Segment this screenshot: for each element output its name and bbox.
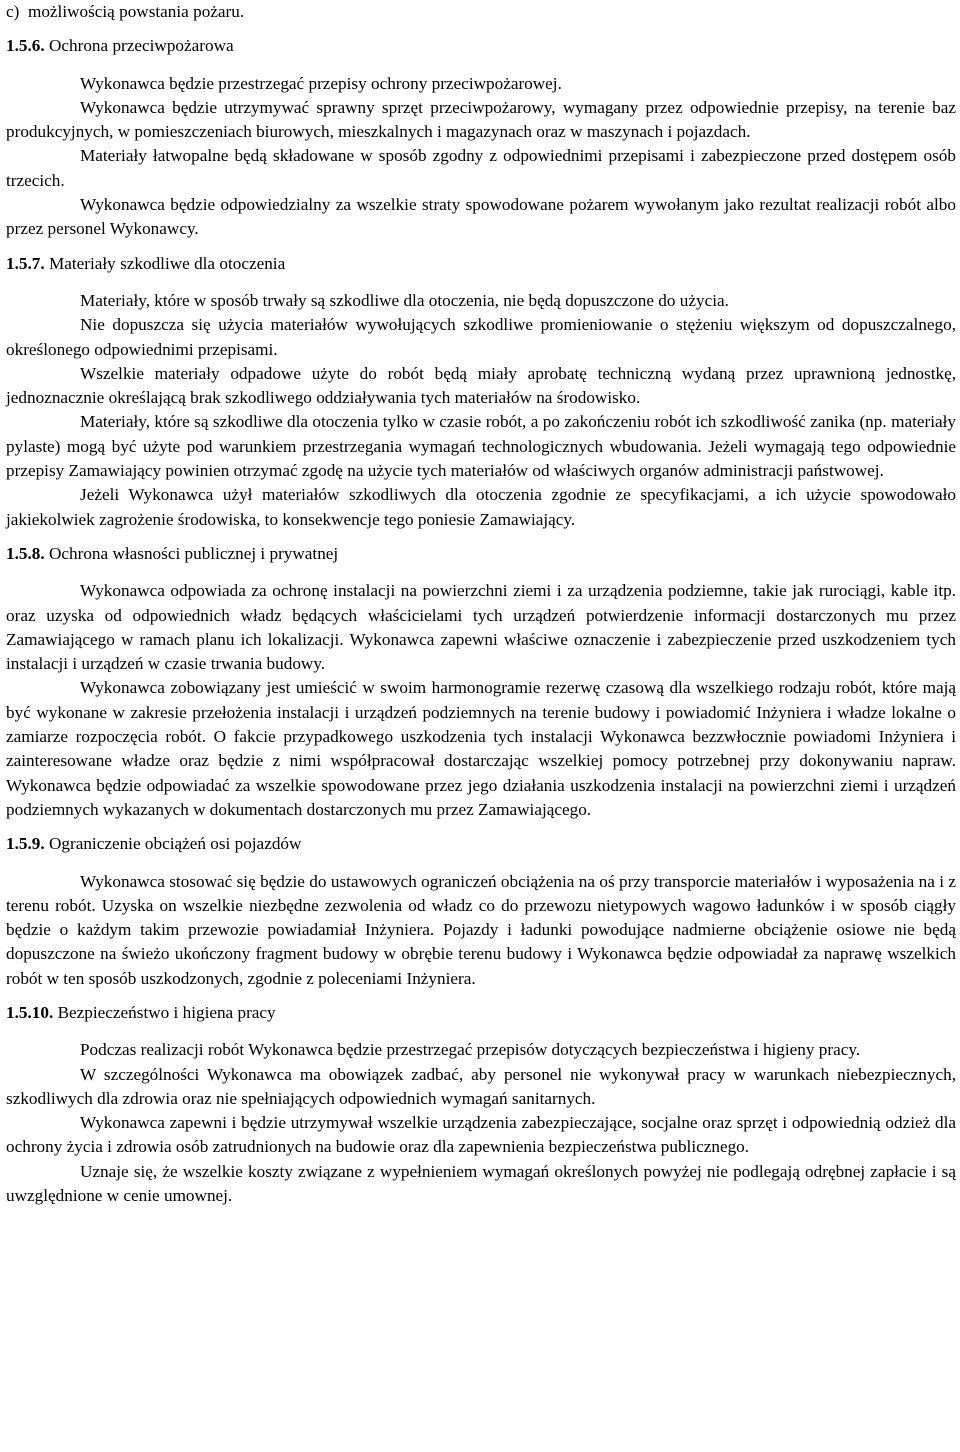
section-heading-1510 xyxy=(6,1001,956,1025)
section-number: 1.5.9. xyxy=(6,834,45,854)
paragraph: Wykonawca zobowiązany jest umieścić w swoim harmonogramie rezerwę czasową dla wszelkiego rodzaju robót, które mają być wykonane w zakresie przełożenia instalacji i urządzeń podziemnych na terenie budowy i powiadomić Inżyniera i władze lokalne o zamiarze rozpoczęcia robót. O fakcie przypadkowego uszkodzenia tych instalacji Wykonawca bezzwłocznie powiadomi Inżyniera i zainteresowane władze oraz będzie z nimi współpracował dostarczając wszelkiej pomocy potrzebnej przy dokonywaniu napraw. Wykonawca będzie odpowiadać za wszelkie spowodowane przez jego działania uszkodzenia instalacji na powierzchni ziemi i urządzeń podziemnych wykazanych w dokumentach dostarczonych mu przez Zamawiającego. xyxy=(6,678,956,819)
paragraph: Wykonawca zapewni i będzie utrzymywał wszelkie urządzenia zabezpieczające, socjalne oraz sprzęt i odpowiednią odzież dla ochrony życia i zdrowia osób zatrudnionych na budowie oraz dla zapewnienia bezpieczeństwa publicznego. xyxy=(6,1113,956,1157)
paragraph: Jeżeli Wykonawca użył materiałów szkodliwych dla otoczenia zgodnie ze specyfikacjami, a ich użycie spowodowało jakiekolwiek zagrożenie środowiska, to konsekwencje tego poniesie Zamawiający. xyxy=(6,485,956,529)
list-item-c: c) możliwością powstania pożaru. xyxy=(6,2,245,21)
paragraph: Wykonawca stosować się będzie do ustawowych ograniczeń obciążenia na oś przy transporcie materiałów i wyposażenia na i z terenu robót. Uzyska on wszelkie niezbędne zezwolenia od władz co do przewozu nietypowych wagowo ładunków i w sposób ciągły będzie o każdym takim przewozie powiadamiał Inżyniera. Pojazdy i ładunki powodujące nadmierne obciążenie osiowe nie będą dopuszczone na świeżo ukończony fragment budowy w obrębie terenu budowy i Wykonawca będzie odpowiadał za naprawę wszelkich robót w ten sposób uszkodzonych, zgodnie z poleceniami Inżyniera. xyxy=(6,871,956,988)
paragraph: Nie dopuszcza się użycia materiałów wywołujących szkodliwe promieniowanie o stężeniu większym od dopuszczalnego, określonego odpowiednimi przepisami. xyxy=(6,315,956,359)
paragraph: Materiały, które w sposób trwały są szkodliwe dla otoczenia, nie będą dopuszczone do użycia. xyxy=(80,290,729,310)
section-number: 1.5.6. xyxy=(6,36,45,56)
section-heading-159 xyxy=(6,832,956,856)
paragraph: Materiały łatwopalne będą składowane w sposób zgodny z odpowiednimi przepisami i zabezpieczone przed dostępem osób trzecich. xyxy=(6,146,956,190)
paragraph: Wykonawca odpowiada za ochronę instalacji na powierzchni ziemi i za urządzenia podziemne, takie jak rurociągi, kable itp. oraz uzyska od odpowiednich władz będących właścicielami tych urządzeń potwierdzenie informacji dostarczonych mu przez Zamawiającego w ramach planu ich lokalizacji. Wykonawca zapewni właściwe oznaczenie i zabezpieczenie przed uszkodzeniem tych instalacji i urządzeń w czasie trwania budowy. xyxy=(6,581,956,674)
section-title: Bezpieczeństwo i higiena pracy xyxy=(53,1002,276,1022)
section-heading-158 xyxy=(6,542,956,566)
paragraph: W szczególności Wykonawca ma obowiązek zadbać, aby personel nie wykonywał pracy w warunkach niebezpiecznych, szkodliwych dla zdrowia oraz nie spełniających odpowiednich wymagań sanitarnych. xyxy=(6,1064,956,1108)
section-title: Ochrona przeciwpożarowa xyxy=(44,36,234,56)
paragraph: Podczas realizacji robót Wykonawca będzie przestrzegać przepisów dotyczących bezpieczeństwa i higieny pracy. xyxy=(80,1040,861,1060)
document-page xyxy=(6,0,956,1208)
section-title: Materiały szkodliwe dla otoczenia xyxy=(44,253,286,273)
section-number: 1.5.8. xyxy=(6,543,45,563)
paragraph: Wykonawca będzie utrzymywać sprawny sprzęt przeciwpożarowy, wymagany przez odpowiednie przepisy, na terenie baz produkcyjnych, w pomieszczeniach biurowych, mieszkalnych i magazynach oraz w maszynach i pojazdach. xyxy=(6,97,956,142)
paragraph: Wykonawca będzie odpowiedzialny za wszelkie straty spowodowane pożarem wywołanym jako rezultat realizacji robót albo przez personel Wykonawcy. xyxy=(6,195,956,239)
section-title: Ochrona własności publicznej i prywatnej xyxy=(44,543,339,563)
section-heading-157 xyxy=(6,252,956,276)
section-number: 1.5.7. xyxy=(6,253,45,273)
paragraph: Uznaje się, że wszelkie koszty związane z wypełnieniem wymagań określonych powyżej nie podlegają odrębnej zapłacie i są uwzględnione w cenie umownej. xyxy=(6,1161,956,1206)
section-title: Ograniczenie obciążeń osi pojazdów xyxy=(44,834,302,854)
paragraph: Wszelkie materiały odpadowe użyte do robót będą miały aprobatę techniczną wydaną przez uprawnioną jednostkę, jednoznacznie określającą brak szkodliwego oddziaływania tych materiałów na środowisko. xyxy=(6,363,956,408)
paragraph: Wykonawca będzie przestrzegać przepisy ochrony przeciwpożarowej. xyxy=(80,73,562,93)
section-number: 1.5.10. xyxy=(6,1002,54,1022)
section-heading-156 xyxy=(6,34,956,58)
paragraph: Materiały, które są szkodliwe dla otoczenia tylko w czasie robót, a po zakończeniu robót ich szkodliwość zanika (np. materiały pylaste) mogą być użyte pod warunkiem przestrzegania wymagań technologicznych wbudowania. Jeżeli wymagają tego odpowiednie przepisy Zamawiający powinien otrzymać zgodę na użycie tych materiałów od właściwych organów administracji państwowej. xyxy=(6,412,956,481)
